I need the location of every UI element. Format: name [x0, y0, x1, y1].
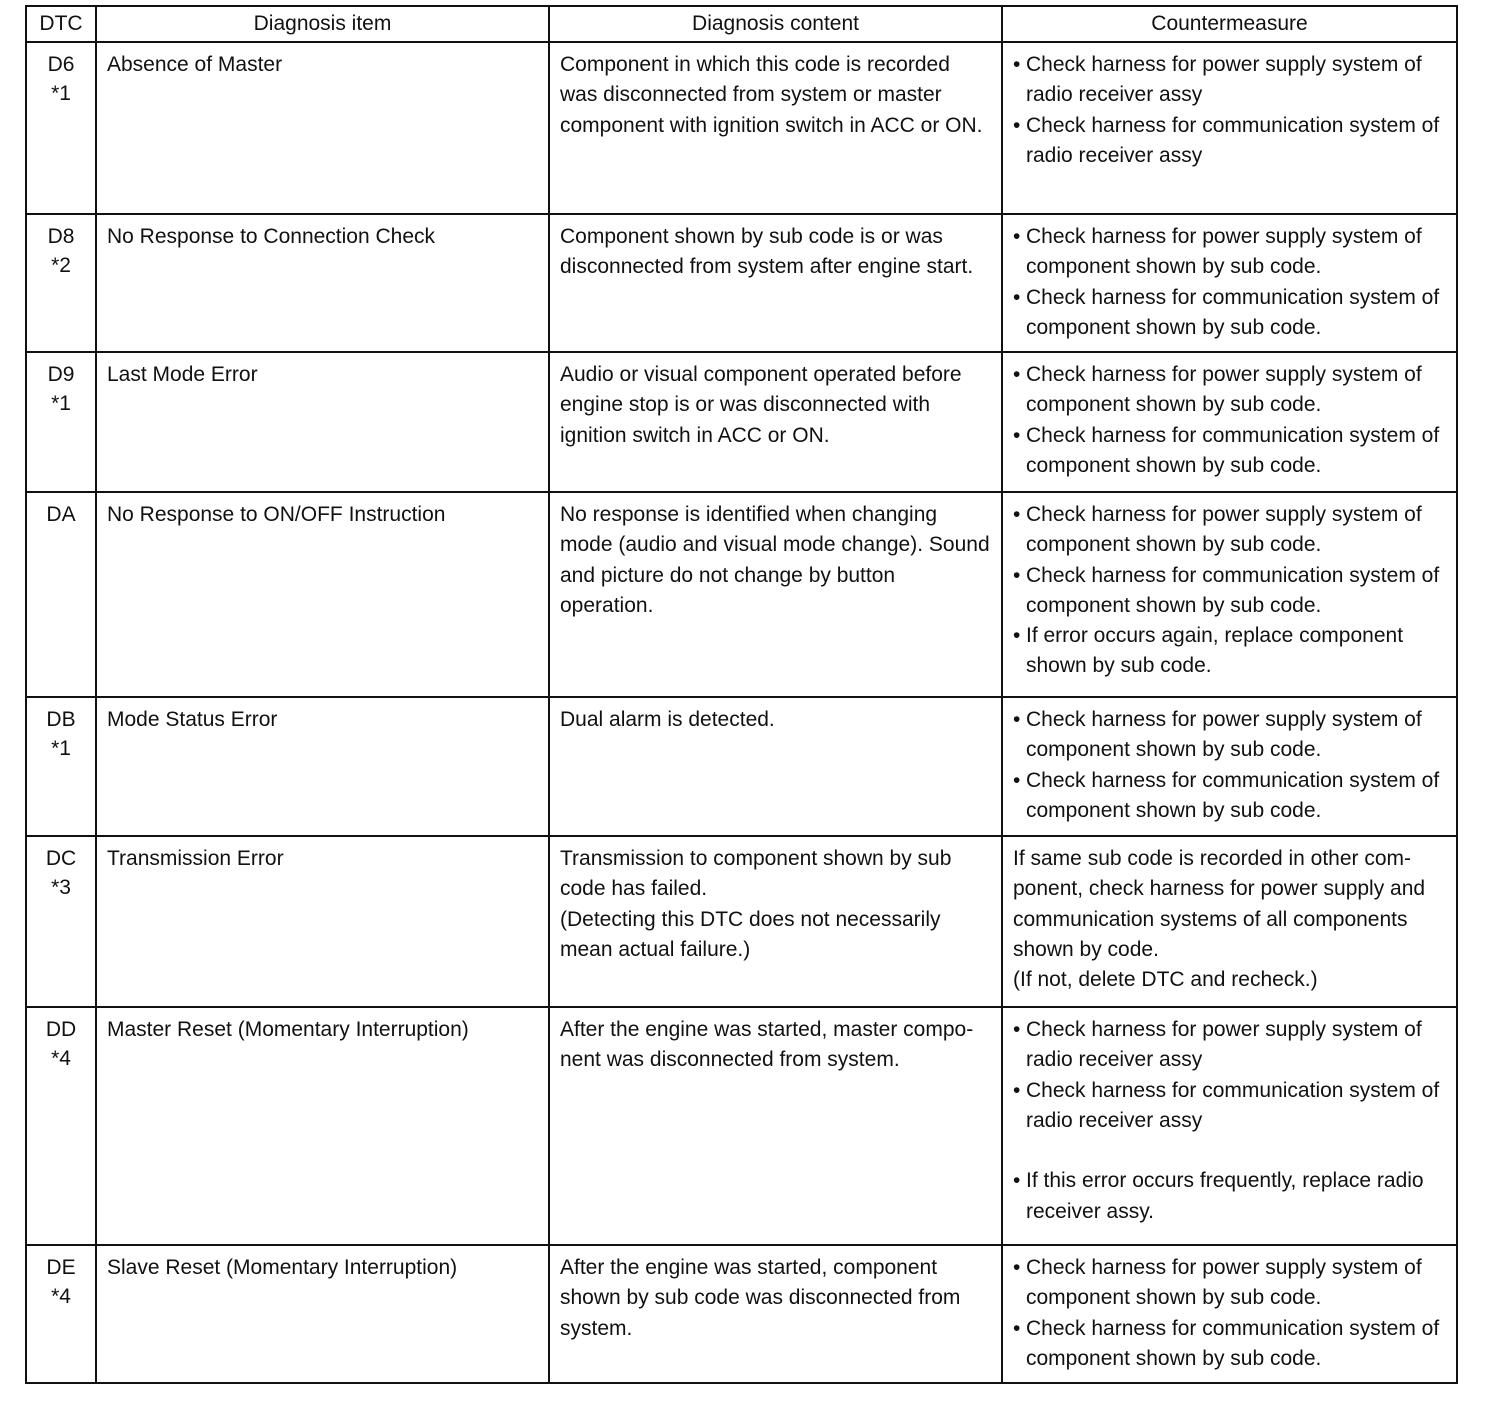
dtc-cell	[26, 1245, 96, 1383]
diagnosis-content-cell: Component in which this code is recorded was disconnected from system or master component with ignition switch in ACC or ON.	[549, 42, 1002, 214]
countermeasure-item: • Check harness for power supply system of component shown by sub code.	[1013, 360, 1446, 421]
countermeasure-item: • Check harness for communication system of radio receiver assy	[1013, 1076, 1446, 1137]
countermeasure-list	[1013, 360, 1446, 481]
countermeasure-cell	[1002, 214, 1457, 352]
header-countermeasure: Countermeasure	[1002, 6, 1457, 42]
diagnosis-item-cell: Last Mode Error	[96, 352, 549, 492]
table-row	[26, 492, 1457, 697]
diagnosis-content-note: (Detecting this DTC does not necessarily mean actual failure.)	[560, 907, 941, 961]
dtc-cell	[26, 214, 96, 352]
dtc-footnote: *2	[51, 254, 71, 277]
diagnosis-content-cell: Component shown by sub code is or was disconnected from system after engine start.	[549, 214, 1002, 352]
countermeasure-cell	[1002, 697, 1457, 836]
dtc-cell	[26, 492, 96, 697]
countermeasure-item: • Check harness for power supply system of radio receiver assy	[1013, 1015, 1446, 1076]
countermeasure-note: (If not, delete DTC and recheck.)	[1013, 968, 1318, 992]
dtc-code: D6	[47, 53, 75, 76]
diagnosis-content-cell	[549, 836, 1002, 1007]
countermeasure-item: • Check harness for communication system of component shown by sub code.	[1013, 766, 1446, 827]
dtc-cell	[26, 1007, 96, 1245]
countermeasure-list	[1013, 1015, 1446, 1227]
countermeasure-item: • Check harness for communication system of component shown by sub code.	[1013, 561, 1446, 622]
diagnosis-content-cell: After the engine was started, component shown by sub code was disconnected from system.	[549, 1245, 1002, 1383]
header-dtc: DTC	[26, 6, 96, 42]
countermeasure-item: • Check harness for communication system of component shown by sub code.	[1013, 283, 1446, 344]
countermeasure-cell	[1002, 836, 1457, 1007]
countermeasure-item: • Check harness for power supply system of component shown by sub code.	[1013, 222, 1446, 283]
diagnosis-content-cell: No response is identified when changing mode (audio and visual mode change). Sound and picture do not change by button operation.	[549, 492, 1002, 697]
header-diagnosis-content: Diagnosis content	[549, 6, 1002, 42]
dtc-footnote: *3	[51, 876, 71, 899]
diagnosis-content-line: Transmission to component shown by sub code has failed.	[560, 847, 952, 901]
diagnosis-item-cell: No Response to ON/OFF Instruction	[96, 492, 549, 697]
dtc-cell	[26, 836, 96, 1007]
dtc-cell	[26, 697, 96, 836]
diagnosis-item-cell: Absence of Master	[96, 42, 549, 214]
dtc-footnote: *1	[51, 82, 71, 105]
header-diagnosis-item: Diagnosis item	[96, 6, 549, 42]
diagnosis-item-cell: Mode Status Error	[96, 697, 549, 836]
dtc-footnote: *4	[51, 1285, 71, 1308]
countermeasure-item: • Check harness for power supply system of radio receiver assy	[1013, 50, 1446, 111]
dtc-footnote: *1	[51, 737, 71, 760]
dtc-footnote: *4	[51, 1047, 71, 1070]
countermeasure-item: • Check harness for communication system of radio receiver assy	[1013, 111, 1446, 172]
countermeasure-cell	[1002, 1007, 1457, 1245]
table-row	[26, 352, 1457, 492]
dtc-code: DB	[46, 708, 76, 731]
countermeasure-list	[1013, 500, 1446, 682]
diagnosis-item-cell: Slave Reset (Momentary Interruption)	[96, 1245, 549, 1383]
countermeasure-list	[1013, 705, 1446, 826]
countermeasure-item: • Check harness for power supply system of component shown by sub code.	[1013, 500, 1446, 561]
countermeasure-cell	[1002, 492, 1457, 697]
dtc-code: DD	[45, 1018, 77, 1041]
dtc-code: DC	[45, 847, 77, 870]
dtc-table	[25, 5, 1458, 1384]
dtc-code: D8	[47, 225, 75, 248]
countermeasure-item: • Check harness for power supply system of component shown by sub code.	[1013, 1253, 1446, 1314]
countermeasure-item: • Check harness for communication system of component shown by sub code.	[1013, 1314, 1446, 1375]
countermeasure-list	[1013, 1253, 1446, 1374]
countermeasure-list	[1013, 222, 1446, 343]
countermeasure-item: • If this error occurs frequently, replace radio receiver assy.	[1013, 1166, 1446, 1227]
diagnosis-item-cell: No Response to Connection Check	[96, 214, 549, 352]
countermeasure-list	[1013, 50, 1446, 171]
dtc-code: DA	[46, 503, 76, 526]
countermeasure-cell	[1002, 352, 1457, 492]
diagnosis-item-cell: Master Reset (Momentary Interruption)	[96, 1007, 549, 1245]
countermeasure-cell	[1002, 1245, 1457, 1383]
countermeasure-item: • Check harness for communication system of component shown by sub code.	[1013, 421, 1446, 482]
table-row	[26, 1007, 1457, 1245]
countermeasure-item: • Check harness for power supply system of component shown by sub code.	[1013, 705, 1446, 766]
diagnosis-content-cell: After the engine was started, master compo-nent was disconnected from system.	[549, 1007, 1002, 1245]
countermeasure-cell	[1002, 42, 1457, 214]
table-row	[26, 1245, 1457, 1383]
dtc-code: DE	[46, 1256, 76, 1279]
table-header-row	[26, 6, 1457, 42]
dtc-cell	[26, 352, 96, 492]
dtc-cell	[26, 42, 96, 214]
countermeasure-item: • If error occurs again, replace component shown by sub code.	[1013, 621, 1446, 682]
table-row	[26, 42, 1457, 214]
diagnosis-item-cell: Transmission Error	[96, 836, 549, 1007]
countermeasure-text: If same sub code is recorded in other com-ponent, check harness for power supply and communication systems of all components shown by code.	[1013, 847, 1426, 961]
diagnosis-content-cell: Dual alarm is detected.	[549, 697, 1002, 836]
diagnosis-content-cell: Audio or visual component operated before engine stop is or was disconnected with ignition switch in ACC or ON.	[549, 352, 1002, 492]
dtc-footnote: *1	[51, 392, 71, 415]
table-row	[26, 697, 1457, 836]
dtc-code: D9	[47, 363, 75, 386]
table-row	[26, 836, 1457, 1007]
table-row	[26, 214, 1457, 352]
